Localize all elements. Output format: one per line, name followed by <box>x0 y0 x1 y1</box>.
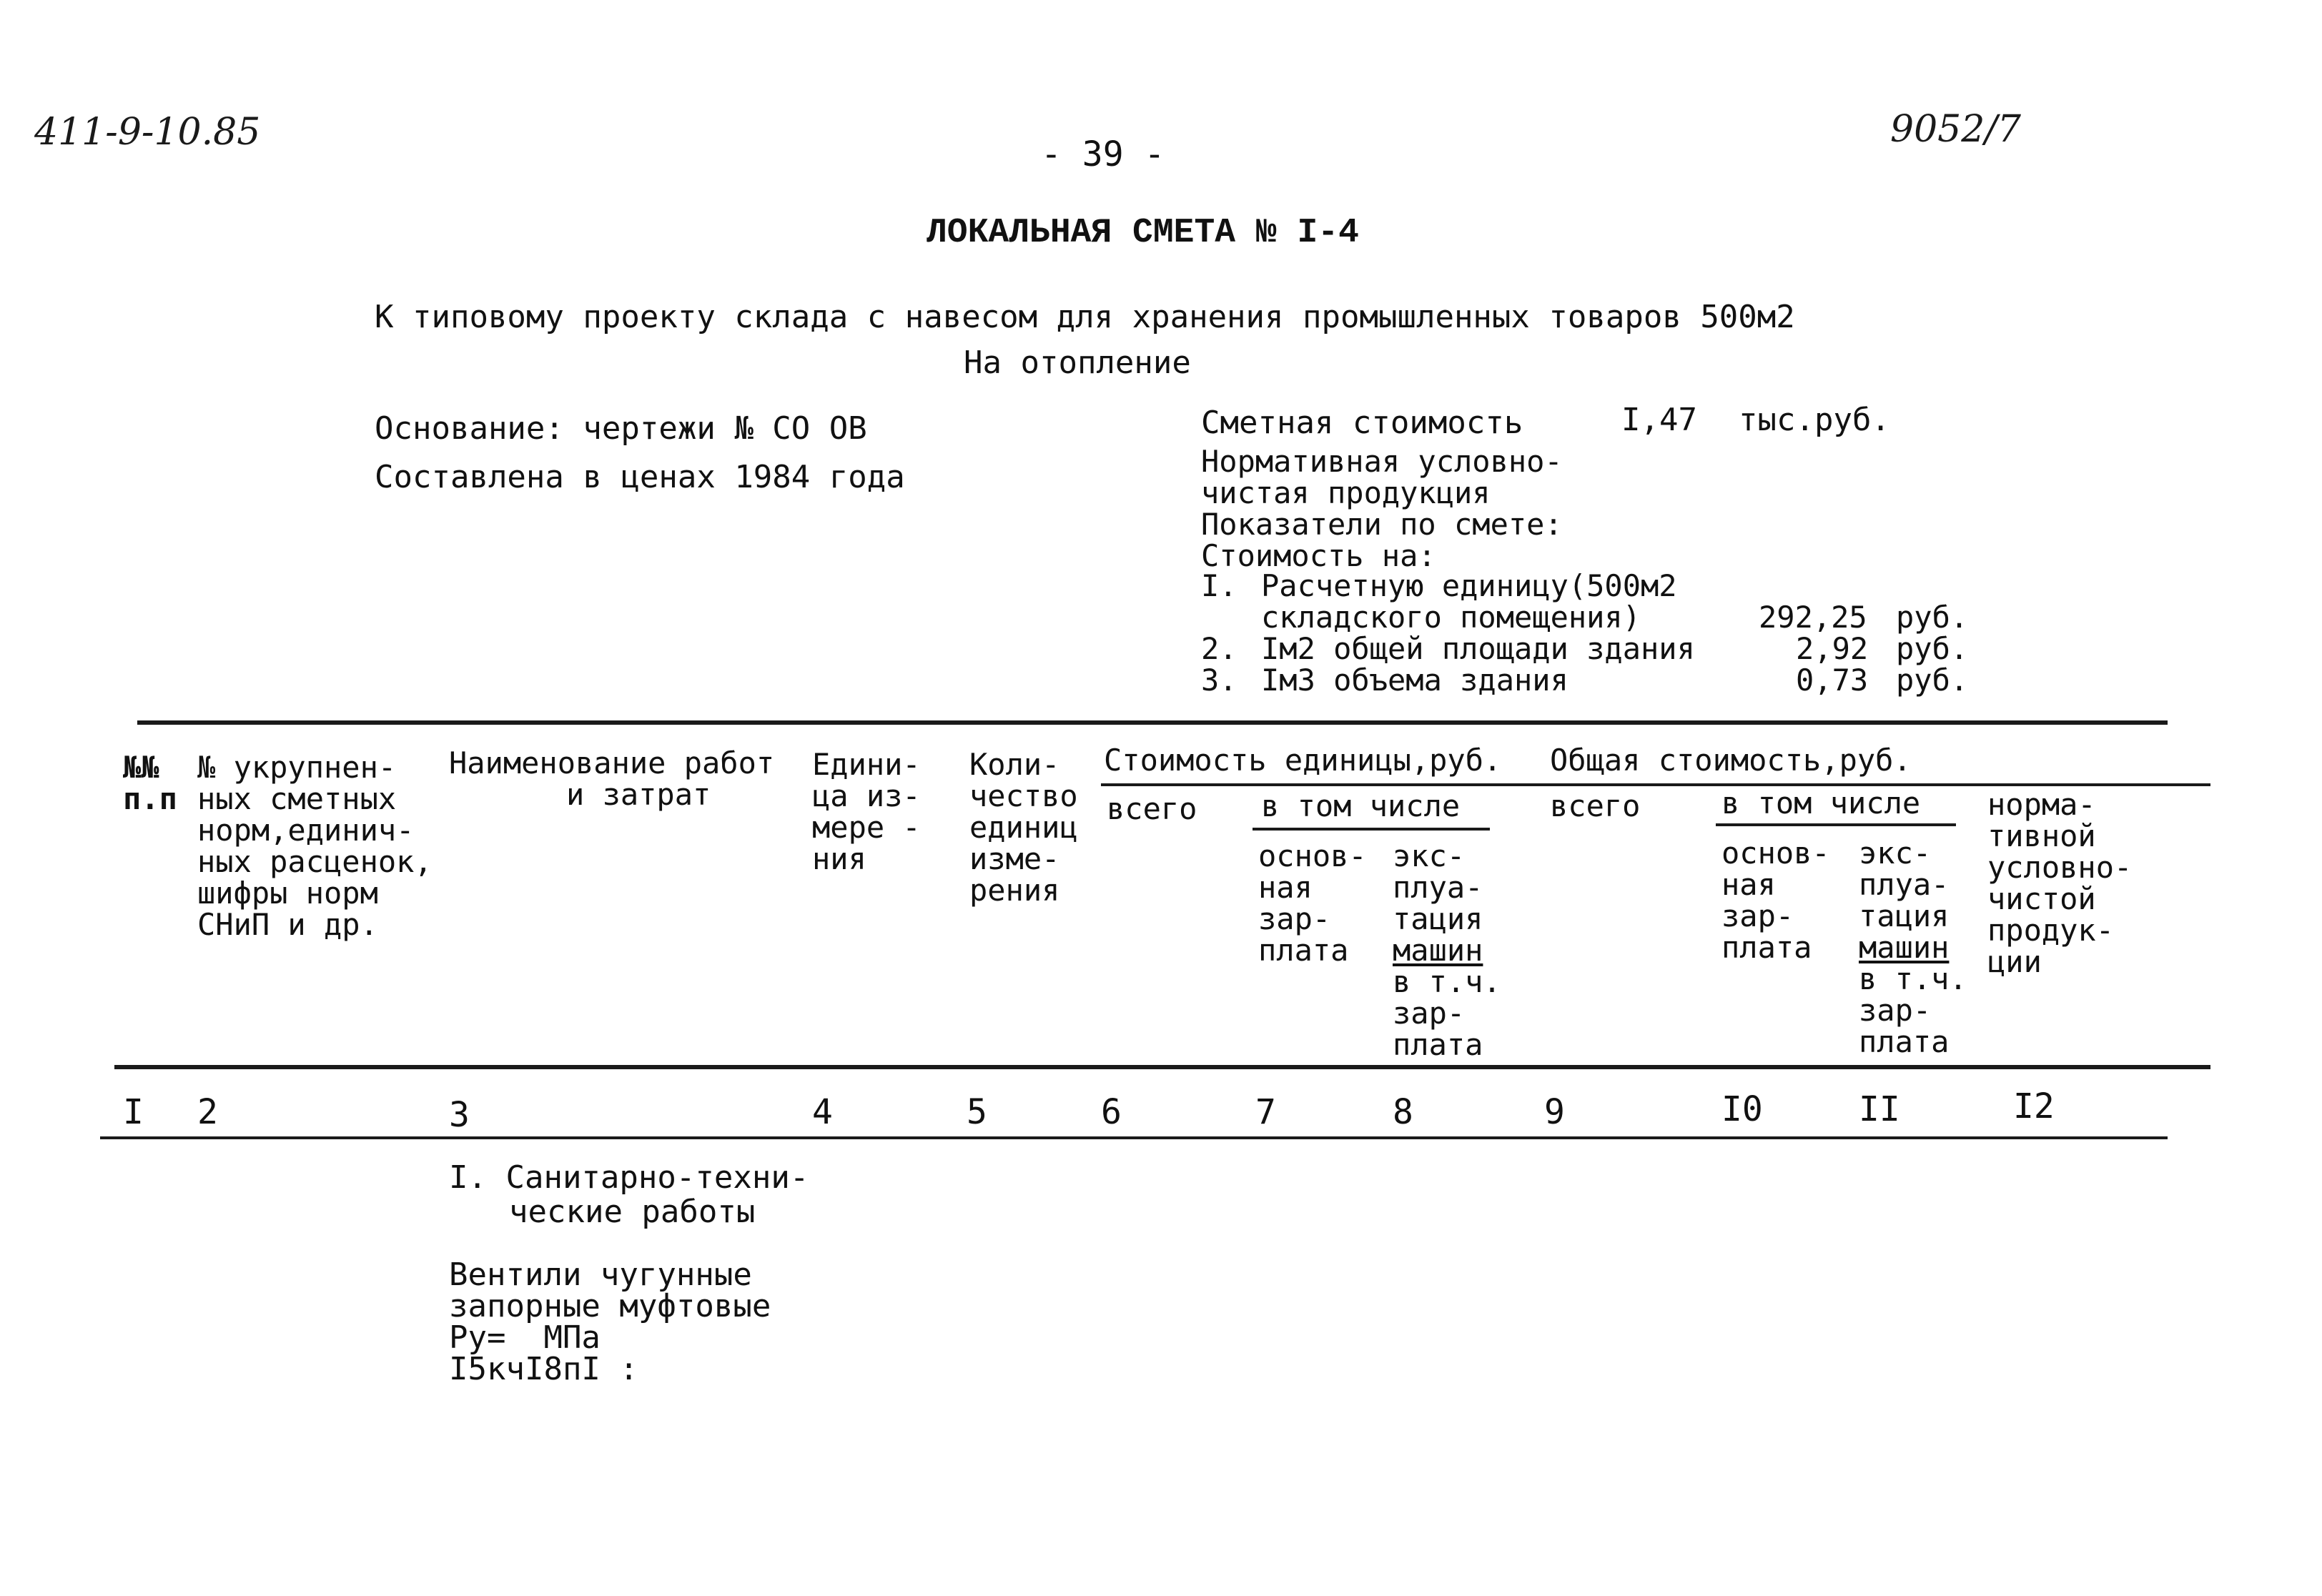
header-line: №№ <box>123 750 159 785</box>
indicator-text-cont: складского помещения) <box>1261 600 1641 635</box>
header-line: условно- <box>1987 851 2133 885</box>
cost-on-label: Стоимость на: <box>1201 539 1436 573</box>
subheader-rule-right <box>1716 823 1956 826</box>
header-line: зар- <box>1721 899 1794 933</box>
header-col1 <box>123 752 177 815</box>
header-line: машин <box>1859 931 1950 965</box>
header-line: плуа- <box>1393 871 1483 905</box>
item-line: I5кчI8пI : <box>449 1352 638 1388</box>
column-number: I0 <box>1721 1089 1763 1129</box>
basis-line: Основание: чертежи № СО ОВ <box>375 412 867 447</box>
header-line: Едини- <box>812 748 921 782</box>
header-col5 <box>969 749 1078 906</box>
header-col2 <box>197 752 433 941</box>
item-line: запорные муфтовые <box>449 1289 771 1325</box>
header-v-tom-chisle: в том числе <box>1721 786 1921 821</box>
column-number: 8 <box>1393 1092 1413 1132</box>
header-line: № укрупнен- <box>197 750 397 785</box>
ref-code: 9052/7 <box>1890 109 2021 152</box>
cost-value: I,47 <box>1621 403 1697 439</box>
column-number: 7 <box>1255 1092 1276 1132</box>
column-number: 9 <box>1544 1092 1565 1132</box>
indicator-unit: руб. <box>1896 632 1969 666</box>
column-number: I2 <box>2013 1086 2055 1126</box>
header-line: ных расценок, <box>197 845 433 879</box>
header-line: зар- <box>1258 902 1331 936</box>
cost-label: Сметная стоимость <box>1201 406 1523 442</box>
header-line: ных сметных <box>197 782 397 816</box>
page-number: - 39 - <box>1041 134 1165 174</box>
header-line: чество <box>969 779 1078 813</box>
header-line: основ- <box>1258 839 1367 873</box>
header-total-cost: Общая стоимость,руб. <box>1550 743 1912 778</box>
document-subtitle: К типовому проекту склада с навесом для хранения промышленных товаров 500м2 <box>375 300 1795 336</box>
header-bottom-rule <box>114 1065 2210 1069</box>
header-line: шифры норм <box>197 876 378 911</box>
header-line: ная <box>1258 871 1313 905</box>
column-numbers-rule <box>100 1136 2168 1139</box>
header-line: п.п <box>123 782 177 816</box>
header-line: плата <box>1721 931 1812 965</box>
header-line: тация <box>1393 902 1483 936</box>
header-line: основ- <box>1721 836 1830 871</box>
prices-year-line: Составлена в ценах 1984 года <box>375 460 905 496</box>
indicator-unit: руб. <box>1896 600 1969 635</box>
header-line: плата <box>1258 933 1349 968</box>
header-line: зар- <box>1859 993 1932 1028</box>
header-line: ца из- <box>812 779 921 813</box>
column-number: 3 <box>449 1095 470 1135</box>
indicator-value: 2,92 <box>1796 632 1869 666</box>
header-col9-vsego: всего <box>1550 789 1641 823</box>
header-line: чистой <box>1987 882 2096 916</box>
item-line: Ру= МПа <box>449 1321 601 1357</box>
header-line: экс- <box>1393 839 1466 873</box>
header-col12 <box>1987 789 2132 978</box>
header-col10 <box>1721 838 1830 963</box>
header-line: в т.ч. <box>1859 962 1967 996</box>
column-number: 6 <box>1101 1092 1122 1132</box>
column-number: 5 <box>967 1092 987 1132</box>
header-line: тация <box>1859 899 1950 933</box>
header-line: ции <box>1987 945 2042 979</box>
header-line: ния <box>812 842 866 876</box>
header-line: изме- <box>969 842 1060 876</box>
normative-block <box>1201 446 1563 572</box>
indicator-num: I. <box>1201 569 1237 603</box>
indicators-label: Показатели по смете: <box>1201 507 1563 542</box>
header-col4 <box>812 749 921 875</box>
indicator-num: 2. <box>1201 632 1237 666</box>
header-line: рения <box>969 873 1060 908</box>
header-col6-vsego: всего <box>1107 792 1197 826</box>
column-number: 4 <box>812 1092 833 1132</box>
cost-unit: тыс.руб. <box>1739 403 1890 439</box>
header-line: экс- <box>1859 836 1932 871</box>
column-number: II <box>1859 1089 1900 1129</box>
column-number: 2 <box>197 1092 218 1132</box>
indicator-num: 3. <box>1201 663 1237 698</box>
header-line: машин <box>1393 933 1483 968</box>
header-line: зар- <box>1393 996 1466 1031</box>
subheader-rule-left <box>1253 828 1490 831</box>
normative-line: Нормативная условно- <box>1201 445 1563 479</box>
item-description <box>449 1258 771 1388</box>
header-line: единиц <box>969 811 1078 845</box>
item-line: Вентили чугунные <box>449 1258 752 1294</box>
header-col7 <box>1258 841 1367 966</box>
column-number: I <box>123 1092 144 1132</box>
header-col11 <box>1859 838 1967 1058</box>
header-col3-line2: и затрат <box>566 778 711 812</box>
indicator-unit: руб. <box>1896 663 1969 698</box>
indicator-text: Iм3 объема здания <box>1261 663 1568 698</box>
normative-line: чистая продукция <box>1201 476 1491 510</box>
doc-code: 411-9-10.85 <box>34 111 261 154</box>
header-unit-cost: Стоимость единицы,руб. <box>1104 743 1502 778</box>
section-title-line1: I. Санитарно-техни- <box>449 1161 809 1196</box>
indicator-value: 0,73 <box>1796 663 1869 698</box>
document-title: ЛОКАЛЬНАЯ СМЕТА № I-4 <box>927 214 1359 253</box>
header-line: плуа- <box>1859 868 1950 902</box>
header-col8 <box>1393 841 1501 1061</box>
header-line: плата <box>1393 1028 1483 1062</box>
document-subject: На отопление <box>964 346 1191 382</box>
section-title-line2: ческие работы <box>509 1195 756 1231</box>
cost-header-rule <box>1101 783 2210 786</box>
header-line: в т.ч. <box>1393 965 1501 999</box>
header-line: Коли- <box>969 748 1060 782</box>
header-line: мере - <box>812 811 921 845</box>
header-line: плата <box>1859 1025 1950 1059</box>
header-line: СНиП и др. <box>197 908 378 942</box>
indicator-text: Расчетную единицу(500м2 <box>1261 569 1677 603</box>
header-line: норм,единич- <box>197 813 415 848</box>
header-line: тивной <box>1987 819 2096 853</box>
indicator-text: Iм2 общей площади здания <box>1261 632 1695 666</box>
header-line: продук- <box>1987 913 2115 948</box>
header-col3-line1: Наименование работ <box>449 746 775 780</box>
header-line: норма- <box>1987 788 2096 822</box>
table-top-rule <box>137 720 2168 725</box>
header-v-tom-chisle: в том числе <box>1261 789 1461 823</box>
header-line: ная <box>1721 868 1776 902</box>
indicator-value: 292,25 <box>1759 600 1867 635</box>
